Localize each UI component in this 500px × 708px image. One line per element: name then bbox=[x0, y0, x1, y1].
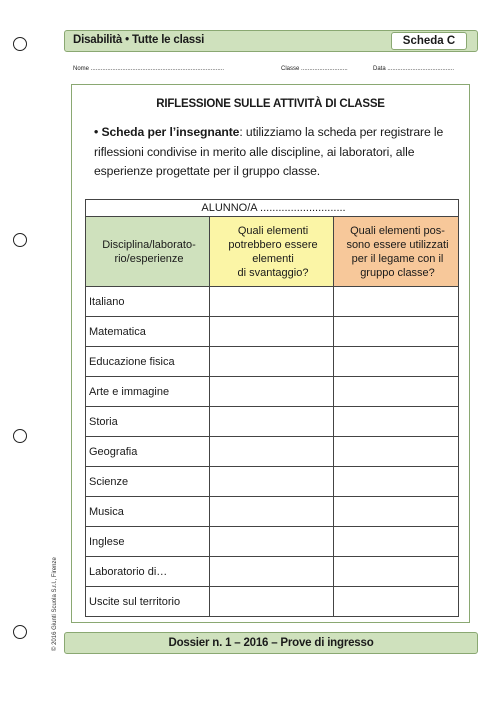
disadvantage-cell[interactable] bbox=[210, 557, 334, 587]
binder-hole-icon bbox=[13, 429, 27, 443]
group-link-cell[interactable] bbox=[334, 407, 459, 437]
group-link-cell[interactable] bbox=[334, 437, 459, 467]
disadvantage-cell[interactable] bbox=[210, 317, 334, 347]
table-row bbox=[86, 497, 459, 527]
row-label: Scienze bbox=[86, 467, 210, 497]
copyright-note: © 2016 Giunti Scuola S.r.l., Firenze bbox=[52, 557, 58, 651]
row-label: Matematica bbox=[86, 317, 210, 347]
intro-text: : utilizziamo la scheda per registrare le riflessioni condivise in merito alle discipline, ai laboratori, alle esperienze progettate per il gruppo classe. bbox=[94, 125, 444, 178]
disadvantage-cell[interactable] bbox=[210, 467, 334, 497]
row-label: Storia bbox=[86, 407, 210, 437]
disadvantage-cell[interactable] bbox=[210, 407, 334, 437]
disadvantage-cell[interactable] bbox=[210, 527, 334, 557]
disadvantage-cell[interactable] bbox=[210, 497, 334, 527]
table-row bbox=[86, 557, 459, 587]
disadvantage-cell[interactable] bbox=[210, 377, 334, 407]
header-bar bbox=[64, 30, 478, 52]
header-group-link: Quali elementi pos- sono essere utilizzati per il legame con il gruppo classe? bbox=[334, 217, 459, 287]
table-row bbox=[86, 317, 459, 347]
disadvantage-cell[interactable] bbox=[210, 287, 334, 317]
data-field[interactable]: Data ........................................ bbox=[373, 66, 455, 72]
table-row bbox=[86, 467, 459, 497]
row-label: Uscite sul territorio bbox=[86, 587, 210, 617]
group-link-cell[interactable] bbox=[334, 287, 459, 317]
row-label: Laboratorio di… bbox=[86, 557, 210, 587]
disadvantage-cell[interactable] bbox=[210, 587, 334, 617]
table-row bbox=[86, 347, 459, 377]
table-row bbox=[86, 287, 459, 317]
header-disadvantage: Quali elementi potrebbero essere elementi di svantaggio? bbox=[210, 217, 334, 287]
table-row bbox=[86, 437, 459, 467]
nome-field[interactable]: Nome ................................................................................ bbox=[73, 66, 225, 72]
table-row bbox=[86, 407, 459, 437]
binder-hole-icon bbox=[13, 37, 27, 51]
row-label: Italiano bbox=[86, 287, 210, 317]
alunno-row bbox=[86, 200, 459, 217]
intro-label: • Scheda per l’insegnante bbox=[94, 125, 240, 139]
table-header-row bbox=[86, 217, 459, 287]
footer-bar: Dossier n. 1 – 2016 – Prove di ingresso bbox=[64, 632, 478, 654]
row-label: Arte e immagine bbox=[86, 377, 210, 407]
table-row bbox=[86, 377, 459, 407]
group-link-cell[interactable] bbox=[334, 587, 459, 617]
row-label: Educazione fisica bbox=[86, 347, 210, 377]
header-title: Disabilità • Tutte le classi bbox=[73, 34, 205, 46]
table-body bbox=[86, 287, 459, 617]
row-label: Musica bbox=[86, 497, 210, 527]
table-row bbox=[86, 587, 459, 617]
header-discipline: Disciplina/laborato- rio/esperienze bbox=[86, 217, 210, 287]
worksheet-title: RIFLESSIONE SULLE ATTIVITÀ DI CLASSE bbox=[156, 98, 385, 110]
binder-hole-icon bbox=[13, 625, 27, 639]
binder-hole-icon bbox=[13, 233, 27, 247]
scheda-tag: Scheda C bbox=[391, 32, 467, 50]
table-row bbox=[86, 527, 459, 557]
classe-field[interactable]: Classe ............................ bbox=[281, 66, 348, 72]
row-label: Inglese bbox=[86, 527, 210, 557]
reflection-table bbox=[85, 199, 459, 617]
disadvantage-cell[interactable] bbox=[210, 437, 334, 467]
group-link-cell[interactable] bbox=[334, 377, 459, 407]
group-link-cell[interactable] bbox=[334, 317, 459, 347]
group-link-cell[interactable] bbox=[334, 557, 459, 587]
group-link-cell[interactable] bbox=[334, 527, 459, 557]
group-link-cell[interactable] bbox=[334, 467, 459, 497]
intro-paragraph bbox=[94, 123, 456, 182]
group-link-cell[interactable] bbox=[334, 347, 459, 377]
disadvantage-cell[interactable] bbox=[210, 347, 334, 377]
group-link-cell[interactable] bbox=[334, 497, 459, 527]
row-label: Geografia bbox=[86, 437, 210, 467]
alunno-field[interactable]: ALUNNO/A ............................ bbox=[86, 200, 459, 217]
